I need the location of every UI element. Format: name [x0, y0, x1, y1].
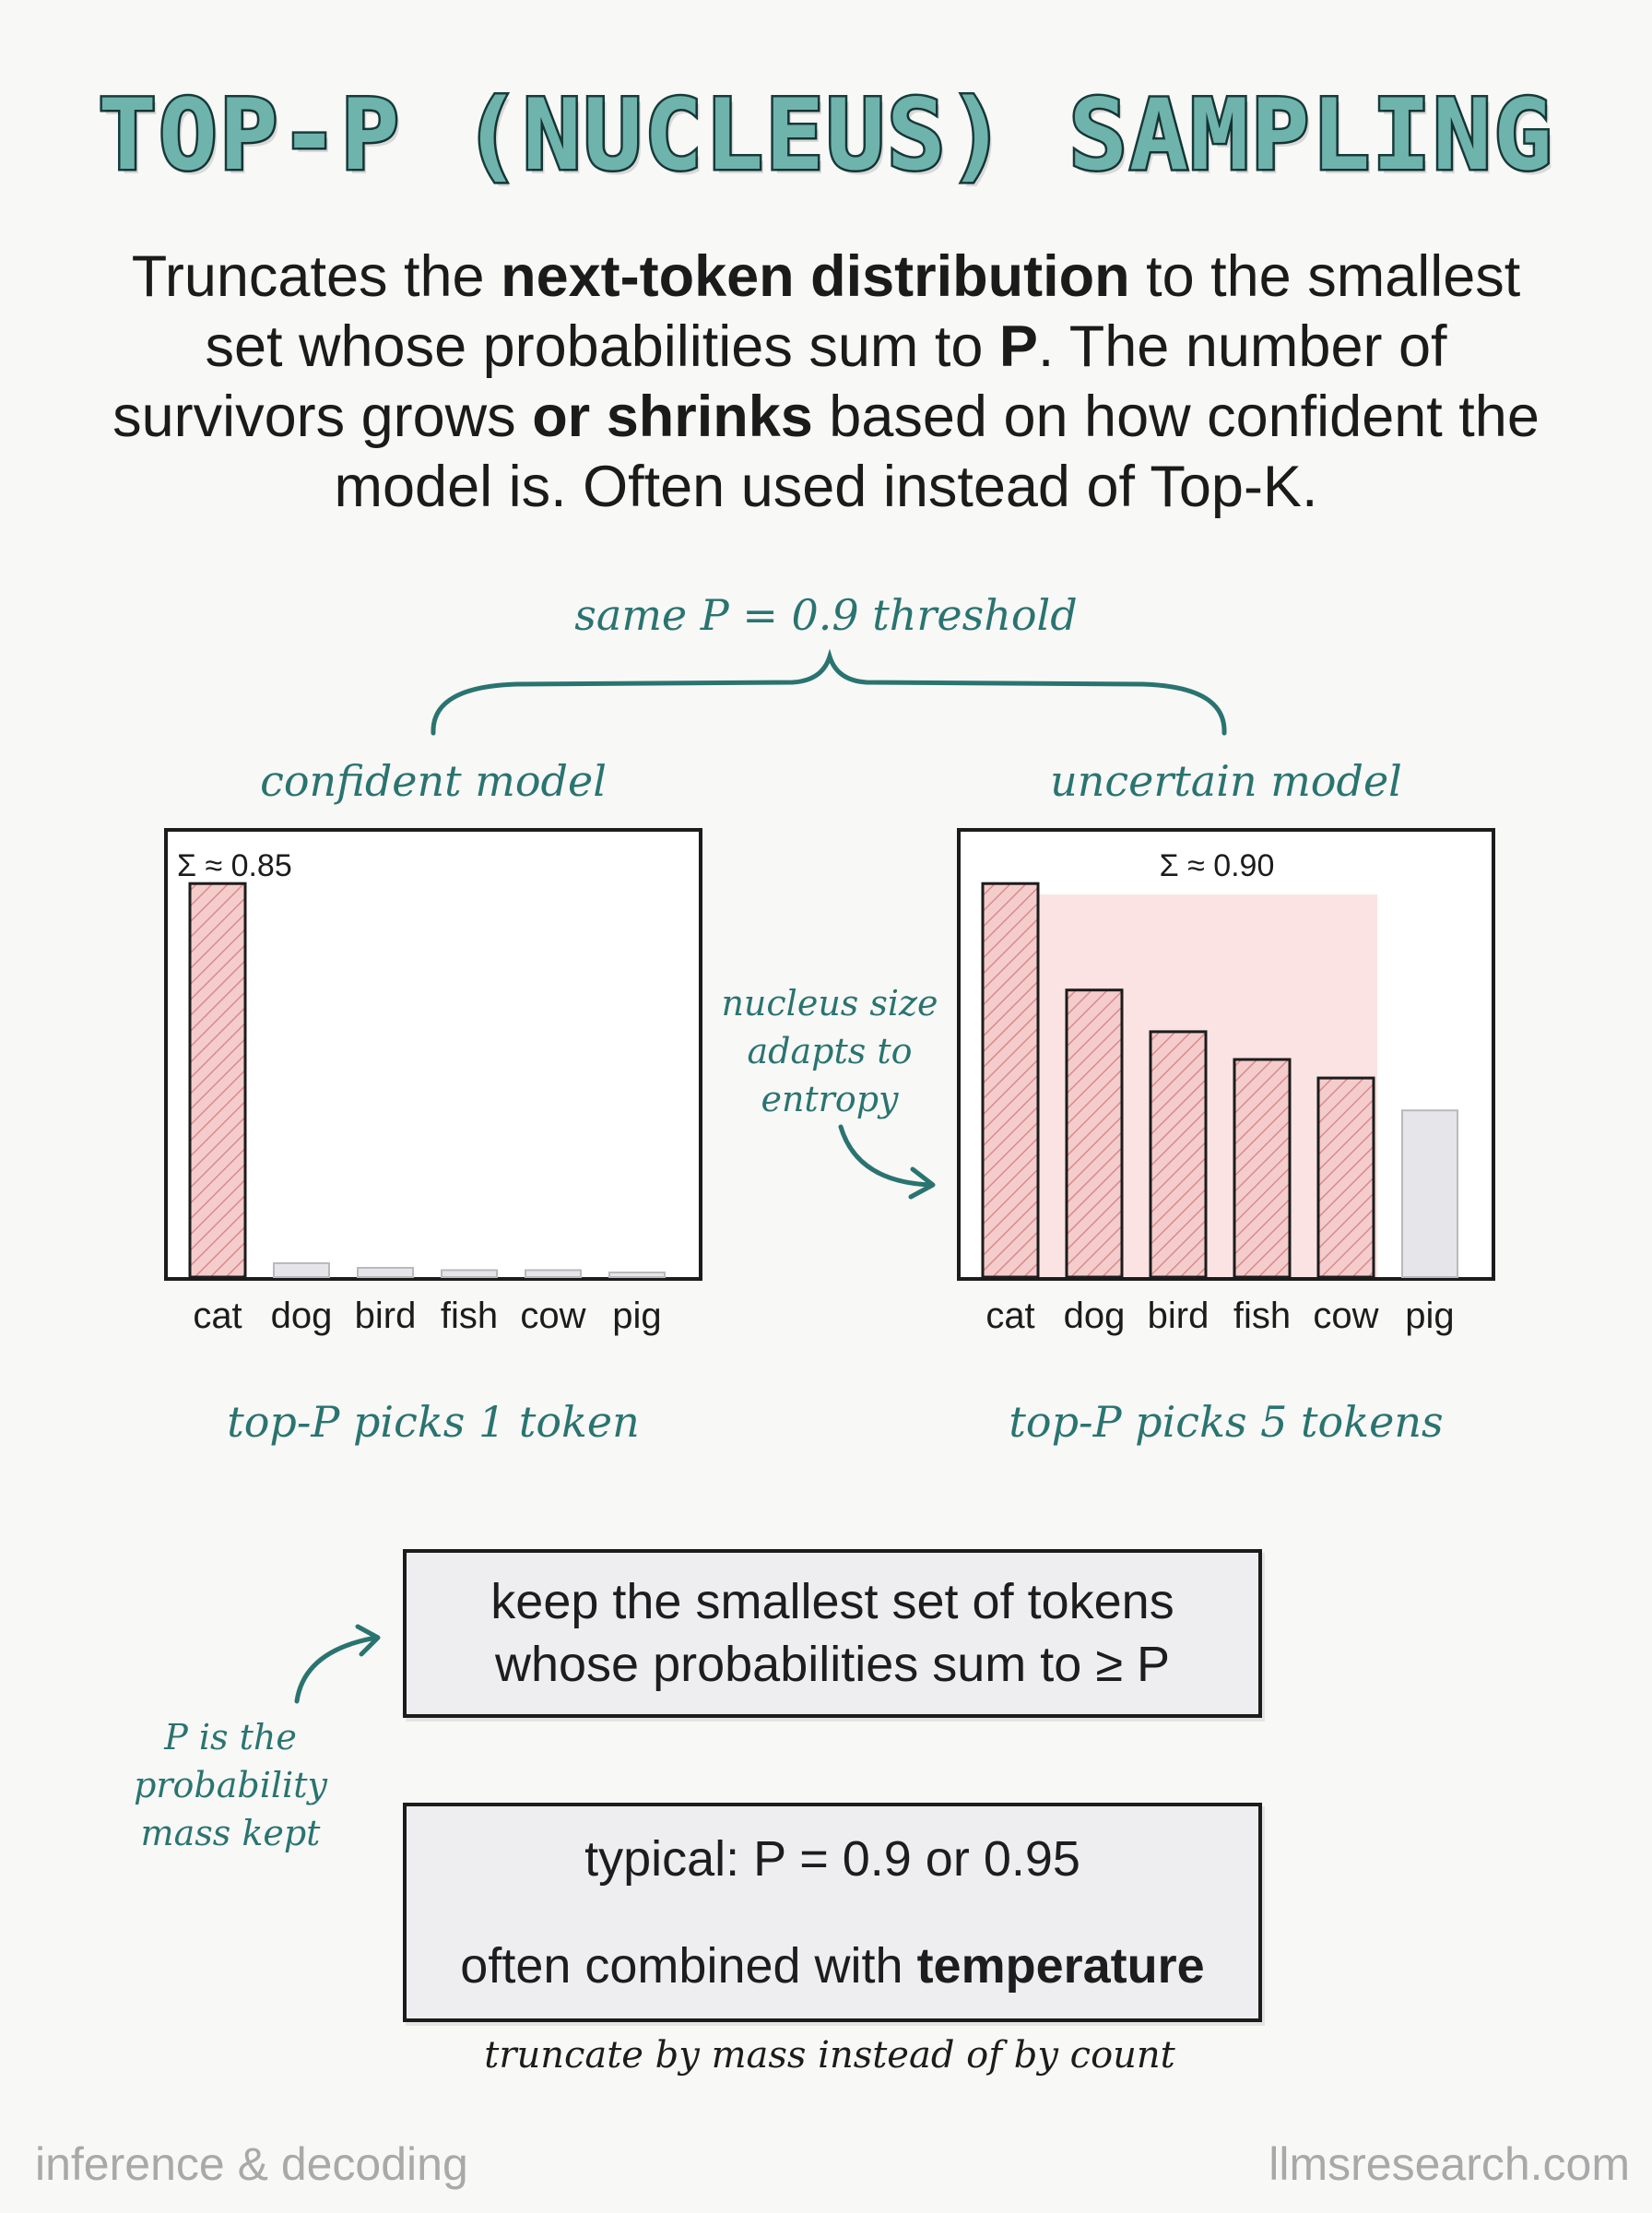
tick-label-pig: pig: [612, 1296, 662, 1336]
tick-label-cat: cat: [985, 1296, 1035, 1336]
rule-line-1: keep the smallest set of tokens: [490, 1574, 1174, 1629]
nucleus-note-line: entropy: [761, 1079, 899, 1119]
intro-part: Truncates the: [131, 244, 502, 309]
sum-label: Σ ≈ 0.90: [1159, 848, 1275, 883]
p-note-line: P is the: [164, 1717, 297, 1757]
typical-line-2-prefix: often combined with: [460, 1938, 917, 1994]
typical-line-2: [407, 1937, 1258, 1994]
page-title: TOP-P (NUCLEUS) SAMPLING: [98, 78, 1554, 192]
intro-bold: next-token distribution: [501, 244, 1130, 309]
nucleus-note-line: nucleus size: [721, 983, 938, 1024]
nucleus-note-line: adapts to: [747, 1031, 913, 1071]
intro-bold: P: [998, 314, 1038, 379]
chart-title-uncertain: uncertain model: [1050, 756, 1402, 806]
intro-part: based on how confident the model is. Often used instead of Top-K.: [334, 385, 1540, 519]
intro-part: . The number of survivors grows: [112, 314, 1447, 449]
chart-title-confident: confident model: [260, 756, 607, 806]
intro-part: to the smallest set whose probabilities sum to: [205, 244, 1521, 379]
tick-label-dog: dog: [270, 1296, 333, 1336]
tick-label-bird: bird: [1147, 1296, 1210, 1336]
typical-box: [403, 1803, 1262, 2022]
threshold-label: same P = 0.9 threshold: [574, 590, 1078, 640]
p-note: [101, 1713, 360, 1857]
p-note-line: probability: [134, 1765, 327, 1805]
footer-left: inference & decoding: [35, 2138, 468, 2190]
caption-uncertain: top-P picks 5 tokens: [1009, 1397, 1444, 1447]
tick-label-fish: fish: [440, 1296, 499, 1336]
rule-line-2: whose probabilities sum to ≥ P: [495, 1637, 1170, 1692]
tick-label-cow: cow: [1313, 1296, 1379, 1336]
caption-confident: top-P picks 1 token: [227, 1397, 640, 1447]
typical-line-2-bold: temperature: [916, 1938, 1205, 1994]
sum-label: Σ ≈ 0.85: [177, 848, 292, 883]
footer-right: llmsresearch.com: [1268, 2138, 1630, 2190]
tick-label-dog: dog: [1063, 1296, 1126, 1336]
tick-label-fish: fish: [1233, 1296, 1292, 1336]
p-note-line: mass kept: [140, 1813, 321, 1853]
tick-label-pig: pig: [1405, 1296, 1455, 1336]
tagline: truncate by mass instead of by count: [484, 2034, 1175, 2077]
tick-label-cow: cow: [520, 1296, 586, 1336]
intro-bold: or shrinks: [532, 385, 813, 449]
typical-line-1: typical: P = 0.9 or 0.95: [584, 1831, 1080, 1887]
tick-label-cat: cat: [193, 1296, 242, 1336]
tick-label-bird: bird: [354, 1296, 417, 1336]
